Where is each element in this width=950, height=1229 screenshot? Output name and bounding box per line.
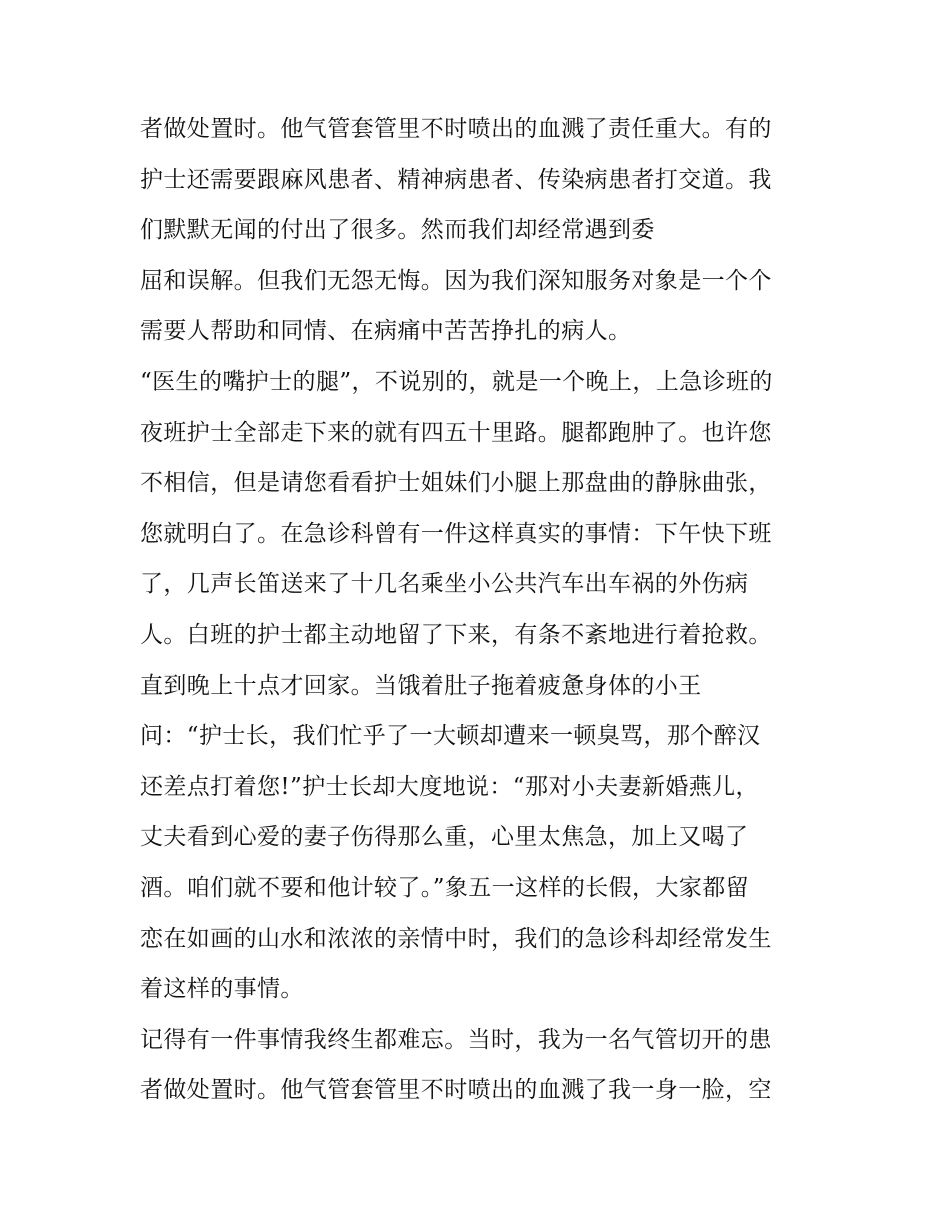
text-line-19: 记得有一件事情我终生都难忘。当时，我为一名气管切开的患 <box>140 1026 772 1053</box>
text-line-3: 们默默无闻的付出了很多。然而我们却经常遇到委 <box>140 217 655 244</box>
text-line-4: 屈和误解。但我们无怨无悔。因为我们深知服务对象是一个个 <box>140 267 772 294</box>
text-line-20: 者做处置时。他气管套管里不时喷出的血溅了我一身一脸，空 <box>140 1077 772 1104</box>
text-line-6: “医生的嘴护士的腿”，不说别的，就是一个晚上，上急诊班的 <box>140 368 773 395</box>
text-line-17: 恋在如画的山水和浓浓的亲情中时，我们的急诊科却经常发生 <box>140 925 772 952</box>
text-line-15: 丈夫看到心爱的妻子伤得那么重，心里太焦急，加上又喝了 <box>140 824 749 851</box>
document-body <box>140 104 820 1116</box>
text-line-2: 护士还需要跟麻风患者、精神病患者、传染病患者打交道。我 <box>140 166 772 193</box>
text-line-11: 人。白班的护士都主动地留了下来，有条不紊地进行着抢救。 <box>140 621 772 648</box>
text-line-10: 了，几声长笛送来了十几名乘坐小公共汽车出车祸的外伤病 <box>140 571 749 598</box>
text-line-14: 还差点打着您!”护士长却大度地说：“那对小夫妻新婚燕儿， <box>140 773 759 800</box>
text-line-18: 着这样的事情。 <box>140 976 304 1003</box>
text-line-1: 者做处置时。他气管套管里不时喷出的血溅了责任重大。有的 <box>140 116 772 142</box>
text-line-5: 需要人帮助和同情、在病痛中苦苦挣扎的病人。 <box>140 318 632 345</box>
text-line-16: 酒。咱们就不要和他计较了。”象五一这样的长假，大家都留 <box>140 874 750 901</box>
text-line-12: 直到晚上十点才回家。当饿着肚子拖着疲惫身体的小王 <box>140 672 702 699</box>
text-line-13: 问：“护士长，我们忙乎了一大顿却遭来一顿臭骂，那个醉汉 <box>140 723 761 750</box>
text-line-8: 不相信，但是请您看看护士姐妹们小腿上那盘曲的静脉曲张， <box>140 470 772 497</box>
text-line-9: 您就明白了。在急诊科曾有一件这样真实的事情：下午快下班 <box>140 520 772 547</box>
text-line-7: 夜班护士全部走下来的就有四五十里路。腿都跑肿了。也许您 <box>140 419 772 446</box>
